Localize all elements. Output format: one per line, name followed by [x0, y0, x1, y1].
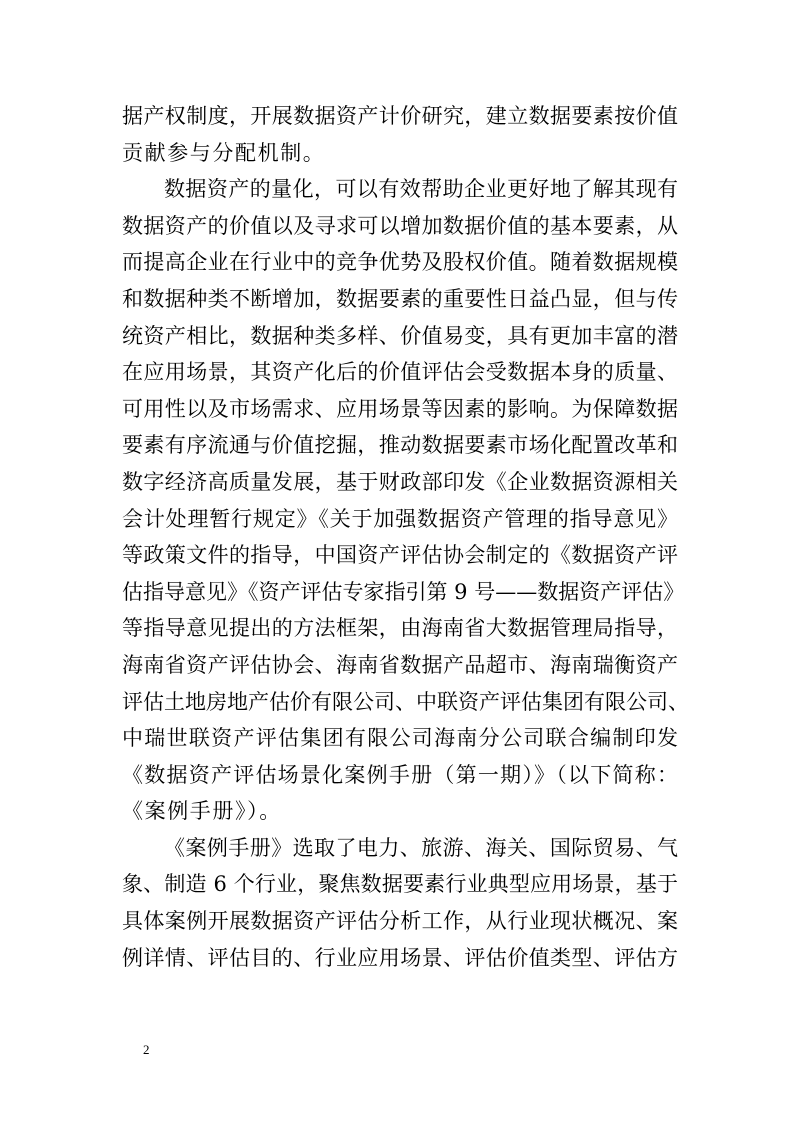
text-line: 统资产相比，数据种类多样、价值易变，具有更加丰富的潜: [122, 323, 678, 348]
text-line: 数据资产的量化，可以有效帮助企业更好地了解其现有: [164, 177, 678, 202]
text-line: 《案例手册》选取了电力、旅游、海关、国际贸易、气: [164, 835, 678, 860]
text-line: 数字经济高质量发展，基于财政部印发《企业数据资源相关: [122, 469, 678, 494]
text-line: 评估土地房地产估价有限公司、中联资产评估集团有限公司、: [122, 689, 689, 714]
body-text: [122, 98, 689, 976]
text-line: 等政策文件的指导，中国资产评估协会制定的《数据资产评: [122, 543, 678, 568]
text-line: 中瑞世联资产评估集团有限公司海南分公司联合编制印发: [122, 726, 678, 751]
text-line: 海南省资产评估协会、海南省数据产品超市、海南瑞衡资产: [122, 652, 678, 677]
text-line: 估指导意见》《资产评估专家指引第 9 号——数据资产评估》: [122, 579, 685, 604]
text-line: 在应用场景，其资产化后的价值评估会受数据本身的质量、: [122, 360, 678, 385]
text-line: 等指导意见提出的方法框架，由海南省大数据管理局指导，: [122, 616, 678, 641]
text-line: 会计处理暂行规定》《关于加强数据资产管理的指导意见》: [122, 506, 678, 531]
text-line: 贡献参与分配机制。: [122, 140, 326, 165]
text-line: 例详情、评估目的、行业应用场景、评估价值类型、评估方: [122, 945, 678, 970]
text-line: 和数据种类不断增加，数据要素的重要性日益凸显，但与传: [122, 286, 678, 311]
text-line: 具体案例开展数据资产评估分析工作，从行业现状概况、案: [122, 909, 678, 934]
text-line: 据产权制度，开展数据资产计价研究，建立数据要素按价值: [122, 104, 678, 128]
text-line: 数据资产的价值以及寻求可以增加数据价值的基本要素，从: [122, 213, 678, 238]
text-line: 而提高企业在行业中的竞争优势及股权价值。随着数据规模: [122, 250, 678, 275]
text-line: 象、制造 6 个行业，聚焦数据要素行业典型应用场景，基于: [122, 872, 678, 897]
text-line: 可用性以及市场需求、应用场景等因素的影响。为保障数据: [122, 396, 678, 421]
page-number: 2: [143, 1042, 150, 1057]
text-line: 《案例手册》）。: [122, 799, 282, 824]
text-line: 《数据资产评估场景化案例手册（第一期）》（以下简称：: [122, 762, 678, 787]
text-line: 要素有序流通与价值挖掘，推动数据要素市场化配置改革和: [122, 433, 678, 458]
